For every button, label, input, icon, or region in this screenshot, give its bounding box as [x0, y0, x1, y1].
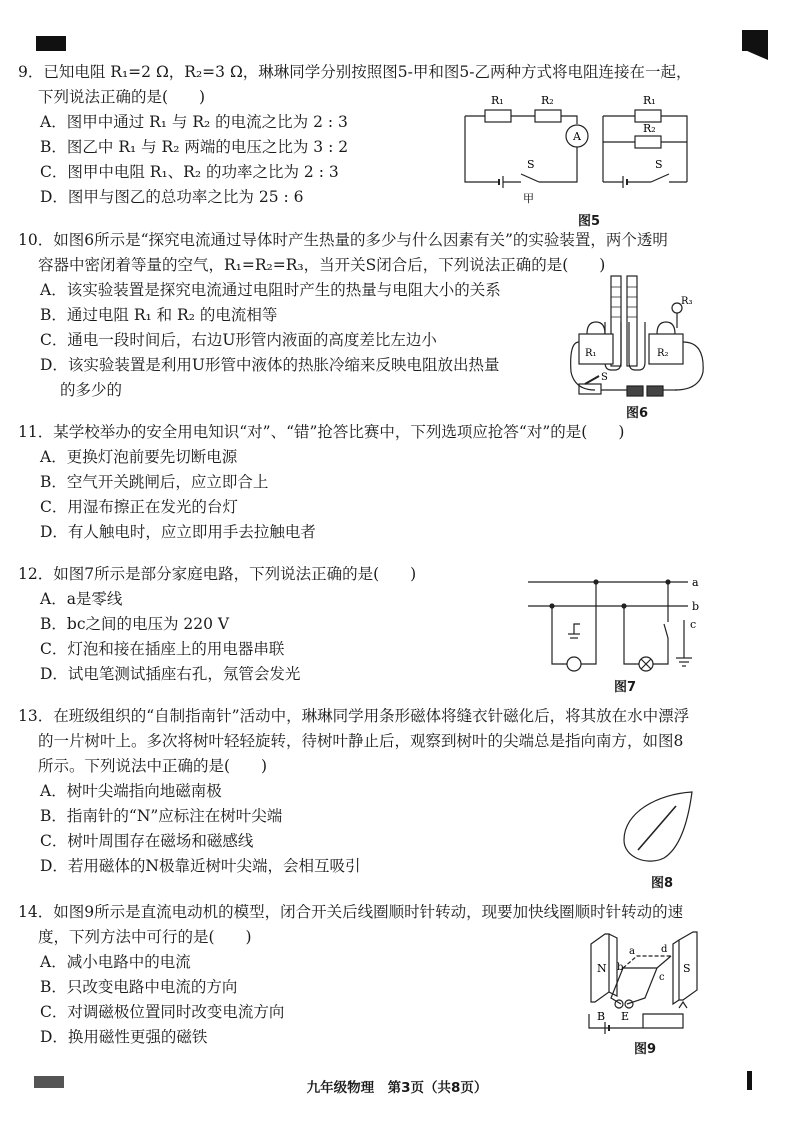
fig5-label-r2: R₂ — [541, 94, 554, 107]
option-c: C．对调磁极位置同时改变电流方向 — [40, 1003, 285, 1021]
fig9-label-E: E — [621, 1010, 630, 1023]
option-d: D．若用磁体的N极靠近树叶尖端，会相互吸引 — [40, 857, 361, 875]
fig5-label-r2-yi: R₂ — [643, 122, 656, 135]
fig9-label-a: a — [629, 946, 635, 957]
option-d-cont: 的多少的 — [60, 381, 123, 399]
fig5-label-r1-yi: R₁ — [643, 94, 656, 107]
fig5-sub-jia: 甲 — [523, 192, 534, 205]
option-b: B．只改变电路中电流的方向 — [40, 978, 238, 996]
option-a: A．更换灯泡前要先切断电源 — [40, 448, 238, 466]
figure-9-caption: 图9 — [634, 1042, 657, 1057]
question-12 — [18, 562, 416, 687]
fig6-label-r3: R₃ — [681, 296, 693, 307]
fig9-label-b: b — [617, 962, 624, 973]
option-d: D．图甲与图乙的总功率之比为 25 : 6 — [40, 188, 304, 206]
option-c: C．树叶周围存在磁场和磁感线 — [40, 832, 254, 850]
fig7-label-c: c — [690, 618, 697, 631]
option-c: C．灯泡和接在插座上的用电器串联 — [40, 640, 285, 658]
fig5-label-s: S — [527, 158, 535, 171]
option-d: D．该实验装置是利用U形管中液体的热胀冷缩来反映电阻放出热量 — [40, 356, 500, 374]
option-a: A．减小电路中的电流 — [40, 953, 191, 971]
option-c: C．用湿布擦正在发光的台灯 — [40, 498, 238, 516]
option-d: D．换用磁性更强的磁铁 — [40, 1028, 208, 1046]
figure-9 — [583, 930, 708, 1036]
page-footer: 九年级物理 第3页（共8页） — [306, 1080, 488, 1096]
figure-8 — [618, 788, 698, 868]
figure-6-caption: 图6 — [626, 406, 649, 421]
option-b: B．bc之间的电压为 220 V — [40, 615, 230, 633]
option-d: D．有人触电时，应立即用手去拉触电者 — [40, 523, 316, 541]
figure-7 — [518, 572, 708, 677]
option-d: D．试电笔测试插座右孔，氖管会发光 — [40, 665, 301, 683]
fig9-label-B: B — [597, 1010, 606, 1023]
question-stem-cont: 下列说法正确的是( ) — [38, 88, 206, 106]
question-stem-cont: 容器中密闭着等量的空气，R₁=R₂=R₃，当开关S闭合后，下列说法正确的是( ) — [38, 256, 606, 274]
option-a: A．图甲中通过 R₁ 与 R₂ 的电流之比为 2 : 3 — [40, 113, 348, 131]
figure-5-caption: 图5 — [578, 214, 601, 229]
option-b: B．空气开关跳闸后，应立即合上 — [40, 473, 269, 491]
fig7-label-b: b — [692, 600, 700, 613]
question-stem: 13．在班级组织的“自制指南针”活动中，琳琳同学用条形磁体将缝衣针磁化后，将其放在水中漂浮 — [18, 707, 690, 725]
fig6-label-s: S — [601, 372, 608, 383]
corner-mark-top-right — [742, 30, 768, 60]
option-a: A．a是零线 — [40, 590, 123, 608]
option-a: A．该实验装置是探究电流通过电阻时产生的热量与电阻大小的关系 — [40, 281, 501, 299]
option-a: A．树叶尖端指向地磁南极 — [40, 782, 222, 800]
figure-8-caption: 图8 — [651, 876, 674, 891]
fig9-label-n: N — [597, 962, 607, 975]
question-13 — [18, 704, 689, 879]
question-stem: 11．某学校举办的安全用电知识“对”、“错”抢答比赛中，下列选项应抢答“对”的是( ) — [18, 423, 625, 441]
option-b: B．通过电阻 R₁ 和 R₂ 的电流相等 — [40, 306, 278, 324]
fig6-label-r2: R₂ — [657, 348, 669, 359]
option-c: C．通电一段时间后，右边U形管内液面的高度差比左边小 — [40, 331, 437, 349]
figure-6 — [565, 272, 715, 402]
question-stem: 14．如图9所示是直流电动机的模型，闭合开关后线圈顺时针转动，现要加快线圈顺时针转动的速 — [18, 903, 684, 921]
figure-5 — [455, 86, 695, 226]
option-c: C．图甲中电阻 R₁、R₂ 的功率之比为 2 : 3 — [40, 163, 339, 181]
figure-7-caption: 图7 — [614, 680, 637, 695]
fig6-label-r1: R₁ — [585, 348, 597, 359]
option-b: B．图乙中 R₁ 与 R₂ 两端的电压之比为 3 : 2 — [40, 138, 349, 156]
fig5-label-s-yi: S — [655, 158, 663, 171]
fig5-label-r1: R₁ — [491, 94, 504, 107]
fig9-label-d: d — [661, 944, 668, 955]
question-stem-cont: 度，下列方法中可行的是( ) — [38, 928, 252, 946]
fig9-label-s: S — [683, 962, 691, 975]
fig9-label-c: c — [659, 972, 665, 983]
fig5-ammeter-label: A — [573, 130, 581, 143]
question-stem-cont: 的一片树叶上。多次将树叶轻轻旋转，待树叶静止后，观察到树叶的尖端总是指向南方，如图8 — [38, 732, 684, 750]
question-stem: 10．如图6所示是“探究电流通过导体时产生热量的多少与什么因素有关”的实验装置，两个透明 — [18, 231, 668, 249]
question-stem: 12．如图7所示是部分家庭电路，下列说法正确的是( ) — [18, 565, 417, 583]
question-11 — [18, 420, 624, 545]
corner-mark-top-left — [36, 36, 66, 51]
fig7-label-a: a — [692, 576, 699, 589]
question-stem-cont2: 所示。下列说法中正确的是( ) — [38, 757, 268, 775]
question-stem: 9．已知电阻 R₁=2 Ω，R₂=3 Ω，琳琳同学分别按照图5-甲和图5-乙两种方式将电阻连接在一起， — [18, 63, 692, 81]
option-b: B．指南针的“N”应标注在树叶尖端 — [40, 807, 283, 825]
